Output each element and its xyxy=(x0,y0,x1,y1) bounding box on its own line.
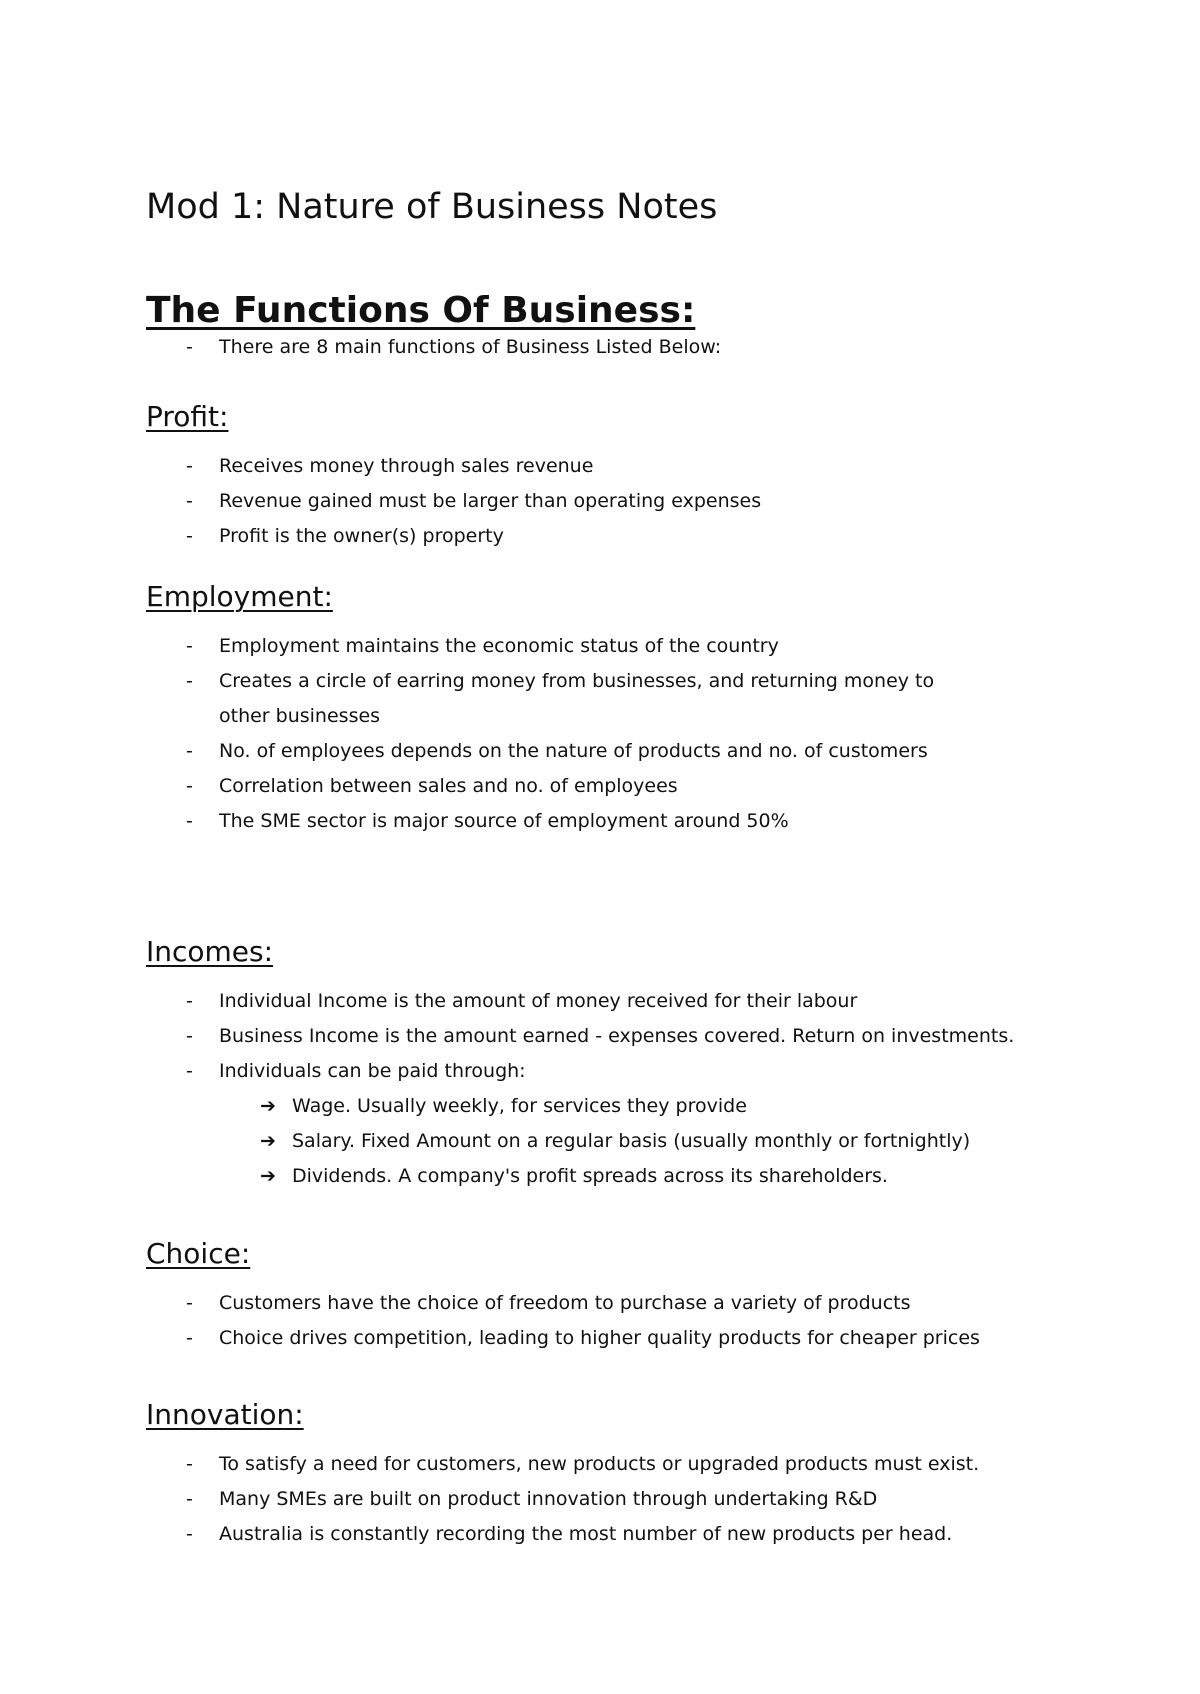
dash-bullet-icon: - xyxy=(186,740,193,762)
list-item-text: Australia is constantly recording the most number of new products per head. xyxy=(219,1523,953,1545)
list-item-text: Many SMEs are built on product innovation through undertaking R&D xyxy=(219,1488,878,1510)
profit-list xyxy=(146,449,1046,554)
list-item xyxy=(146,984,1046,1019)
dash-bullet-icon: - xyxy=(186,1453,193,1475)
sub-list-item-text: Dividends. A company's profit spreads across its shareholders. xyxy=(292,1165,888,1187)
list-item-text: Creates a circle of earring money from businesses, and returning money to other businesses xyxy=(219,670,935,727)
section-heading-profit: Profit: xyxy=(146,400,229,433)
arrow-bullet-icon: ➔ xyxy=(260,1095,276,1117)
list-item xyxy=(146,1321,1046,1356)
intro-list xyxy=(146,330,1046,365)
list-item xyxy=(146,1054,1046,1089)
list-item-text: Customers have the choice of freedom to purchase a variety of products xyxy=(219,1292,911,1314)
list-item xyxy=(146,1286,1046,1321)
dash-bullet-icon: - xyxy=(186,490,193,512)
sub-list-item xyxy=(146,1089,1046,1124)
list-item-text: Revenue gained must be larger than operating expenses xyxy=(219,490,762,512)
dash-bullet-icon: - xyxy=(186,1523,193,1545)
list-item-text: The SME sector is major source of employment around 50% xyxy=(219,810,789,832)
dash-bullet-icon: - xyxy=(186,1025,193,1047)
list-item-text: Correlation between sales and no. of employees xyxy=(219,775,678,797)
list-item xyxy=(146,1482,1046,1517)
dash-bullet-icon: - xyxy=(186,1488,193,1510)
dash-bullet-icon: - xyxy=(186,1327,193,1349)
list-item-text: Individual Income is the amount of money received for their labour xyxy=(219,990,858,1012)
list-item-text: No. of employees depends on the nature of products and no. of customers xyxy=(219,740,928,762)
list-item-text: Business Income is the amount earned - expenses covered. Return on investments. xyxy=(219,1025,1015,1047)
list-item-text: Individuals can be paid through: xyxy=(219,1060,526,1082)
section-heading-innovation: Innovation: xyxy=(146,1398,304,1431)
incomes-list xyxy=(146,984,1046,1194)
list-item xyxy=(146,1517,1046,1552)
section-heading-employment: Employment: xyxy=(146,580,333,613)
dash-bullet-icon: - xyxy=(186,455,193,477)
innovation-list xyxy=(146,1447,1046,1552)
list-item xyxy=(146,804,1046,839)
dash-bullet-icon: - xyxy=(186,775,193,797)
sub-list-container xyxy=(146,1089,1046,1194)
list-item xyxy=(146,664,989,734)
list-item xyxy=(146,734,1046,769)
list-item-text: To satisfy a need for customers, new products or upgraded products must exist. xyxy=(219,1453,980,1475)
dash-bullet-icon: - xyxy=(186,1060,193,1082)
list-item xyxy=(146,449,1046,484)
choice-list xyxy=(146,1286,1046,1356)
list-item xyxy=(146,519,1046,554)
list-item-text: Receives money through sales revenue xyxy=(219,455,594,477)
payment-methods-list xyxy=(146,1089,1046,1194)
list-item xyxy=(146,330,1046,365)
dash-bullet-icon: - xyxy=(186,1292,193,1314)
page-title: Mod 1: Nature of Business Notes xyxy=(146,187,718,227)
arrow-bullet-icon: ➔ xyxy=(260,1130,276,1152)
dash-bullet-icon: - xyxy=(186,336,193,358)
list-item xyxy=(146,1019,1046,1054)
sub-list-item xyxy=(146,1159,1046,1194)
arrow-bullet-icon: ➔ xyxy=(260,1165,276,1187)
dash-bullet-icon: - xyxy=(186,635,193,657)
sub-list-item xyxy=(146,1124,1046,1159)
list-item xyxy=(146,484,1046,519)
list-item-text: Profit is the owner(s) property xyxy=(219,525,504,547)
dash-bullet-icon: - xyxy=(186,525,193,547)
list-item xyxy=(146,629,1046,664)
main-heading: The Functions Of Business: xyxy=(146,290,696,331)
section-heading-choice: Choice: xyxy=(146,1237,251,1270)
sub-list-item-text: Salary. Fixed Amount on a regular basis (usually monthly or fortnightly) xyxy=(292,1130,971,1152)
sub-list-item-text: Wage. Usually weekly, for services they provide xyxy=(292,1095,747,1117)
list-item xyxy=(146,769,1046,804)
dash-bullet-icon: - xyxy=(186,810,193,832)
list-item-text: Employment maintains the economic status of the country xyxy=(219,635,779,657)
list-item-text: There are 8 main functions of Business Listed Below: xyxy=(219,336,722,358)
list-item xyxy=(146,1447,1046,1482)
section-heading-incomes: Incomes: xyxy=(146,935,274,968)
employment-list xyxy=(146,629,1046,839)
dash-bullet-icon: - xyxy=(186,990,193,1012)
list-item-text: Choice drives competition, leading to higher quality products for cheaper prices xyxy=(219,1327,980,1349)
dash-bullet-icon: - xyxy=(186,670,193,692)
